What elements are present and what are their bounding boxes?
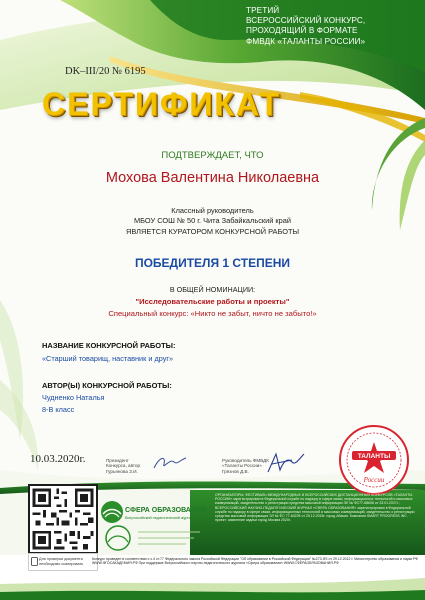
curator-text: ЯВЛЯЕТСЯ КУРАТОРОМ КОНКУРСНОЙ РАБОТЫ [125,227,300,236]
issue-date: 10.03.2020г. [30,453,86,465]
sfera-emblem [104,524,204,552]
stamp-top-text: ТАЛАНТЫ [357,453,391,460]
person-name: Мохова Валентина Николаевна [105,170,320,186]
special-contest: Специальный конкурс: «Никто не забыт, ничто не забыто!» [108,309,317,318]
work-title: «Старший товарищ, наставник и друг» [42,354,174,363]
contest-line-1: ТРЕТИЙ [246,6,280,15]
stamp-bottom-text: России [363,476,385,484]
president-caption: Президент Конкурса, автор Гурьянова З.И. [106,458,141,474]
verification-qr-code [28,484,98,554]
nomination-label: В ОБЩЕЙ НОМИНАЦИИ: [169,285,256,294]
confirms-text: ПОДТВЕРЖДАЕТ, ЧТО [161,150,264,161]
author-class: 8-В класс [42,405,75,414]
sfera-subtitle: Всероссийский педагогический журнал [125,516,194,520]
document-number: DK–III/20 № 6195 [65,66,146,77]
contest-line-4: ФМВДК «ТАЛАНТЫ РОССИИ» [246,36,366,46]
winner-degree: ПОБЕДИТЕЛЯ 1 СТЕПЕНИ [134,256,291,270]
head-caption: Руководитель ФМВДК «Таланты России» Грязнов Д.В. [222,458,269,474]
qr-pattern [30,486,96,552]
work-title-label: НАЗВАНИЕ КОНКУРСНОЙ РАБОТЫ: [42,341,176,350]
contest-line-2: ВСЕРОССИЙСКИЙ КОНКУРС, [246,16,366,26]
authors-label: АВТОР(Ы) КОНКУРСНОЙ РАБОТЫ: [42,381,172,390]
sfera-logo-icon [100,500,124,524]
contest-header [246,6,418,47]
organizers-text: ОРГАНИЗАТОРЫ: ФЕСТИВАЛЬ МЕЖДУНАРОДНЫХ И ВСЕРОССИЙСКИХ ДИСТАНЦИОННЫХ КОНКУРСОВ «ТАЛАНТЫ РОССИИ» зарегистрирован в Федеральной службе по надзору в сфере связи, информационных технологий и массовых коммуникаций, свидетельство о регистрации средства массовой информации ЭЛ № ФС77-68606 от 23.01.2017г.; ВСЕРОССИЙСКИЙ НАУЧНО-ПЕДАГОГИЧЕСКИЙ ЖУРНАЛ «СФЕРА ОБРАЗОВАНИЯ» зарегистрирован в Федеральной службе по надзору в сфере связи, информационных технологий и массовых коммуникаций, свидетельство о регистрации средства массовой информации ЭЛ № ФС 77-64225 от 25.12.2015г. город Абакан. Компания SMART PROGRESS INC. проект: заявление задачи город Москва 2020г. [215,493,415,523]
person-role: Классный руководитель [171,206,254,215]
qr-instructions: Для проверки документа необходимо сканировать [28,553,98,571]
president-signature [150,452,190,474]
legal-text: Конкурс проведен в соответствии с ч.4 ст.77 Федерального закона Российской Федерации "Об образовании в Российской Федерации" №273-ФЗ от 29.12.2012 г. Министерство образования и науки РФ WWW.ФГОСАКАДЕМИЯ.РФ При поддержке Всероссийского научно-педагогического журнала «Сфера образования» WWW.СФЕРАОБРАЗОВАНИЯ.РФ [92,557,419,566]
talanty-stamp [338,424,410,496]
author-name: Чудненко Наталья [42,393,105,402]
contest-line-3: ПРОХОДЯЩИЙ В ФОРМАТЕ [246,26,358,36]
sfera-title: СФЕРА ОБРАЗОВАНИЯ [125,507,206,514]
organization: МБОУ СОШ № 50 г. Чита Забайкальский край [133,216,292,225]
nomination-name: "Исследовательские работы и проекты" [135,297,290,306]
certificate-title: СЕРТИФИКАТ [42,86,281,122]
phone-icon [31,557,38,566]
head-signature [262,448,308,478]
